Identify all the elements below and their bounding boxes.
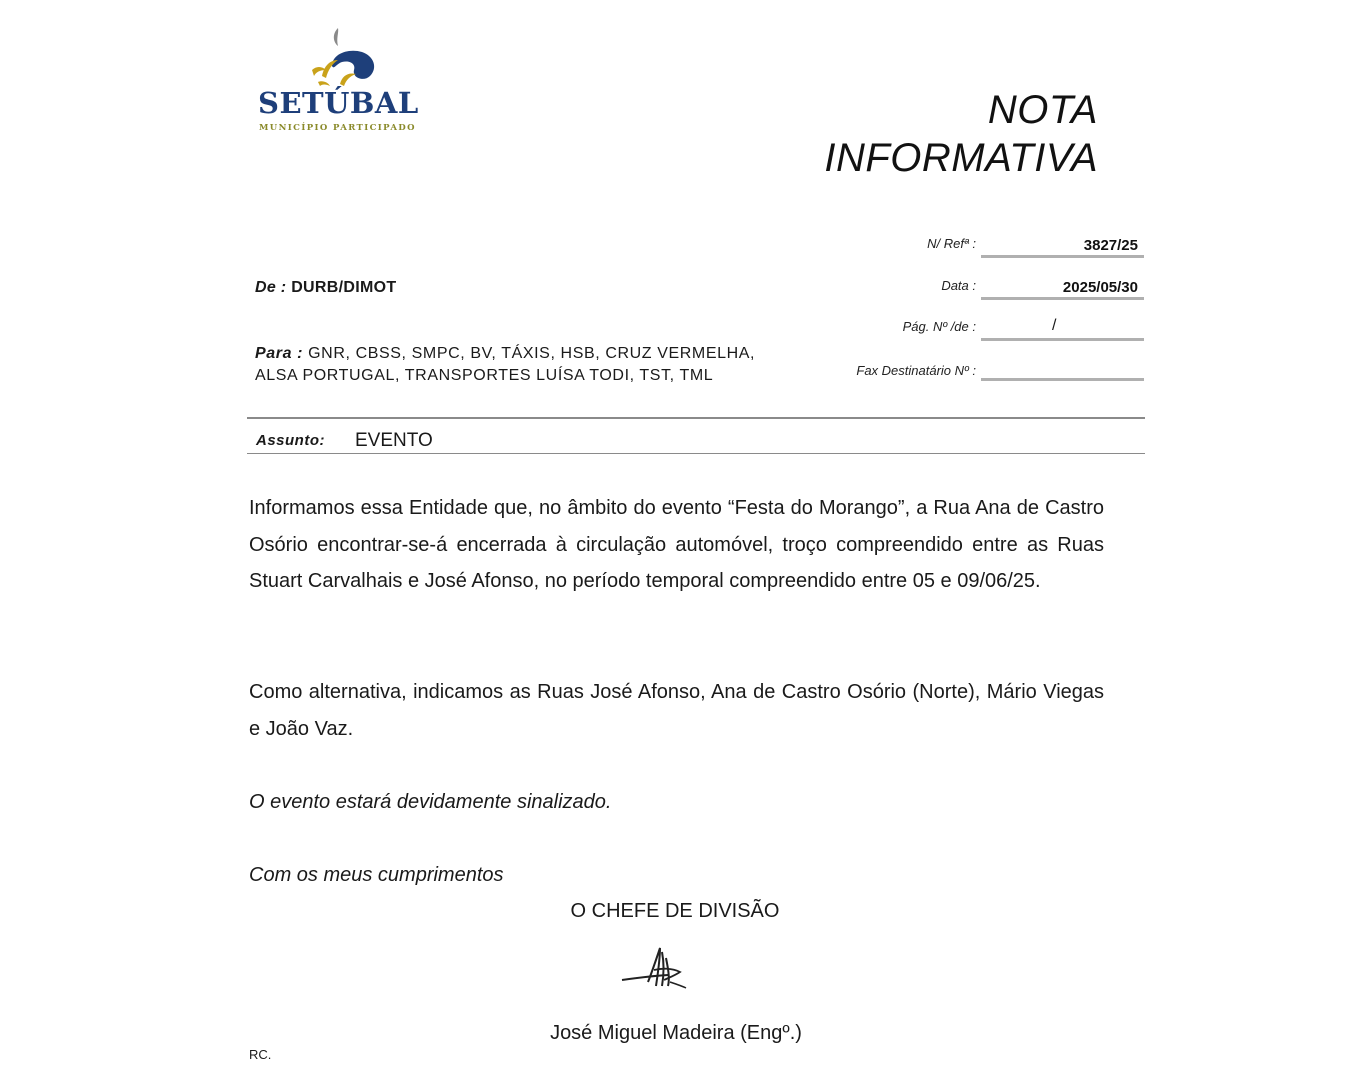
subject-value: EVENTO: [355, 430, 433, 451]
page-value: /: [1052, 317, 1057, 334]
ref-value: 3827/25: [1083, 237, 1138, 254]
typist-initials: RC.: [249, 1047, 272, 1062]
logo-wordmark: SETÚBAL: [258, 86, 419, 120]
ref-label: N/ Refª :: [927, 236, 976, 251]
subject-bottom-divider: [247, 453, 1145, 454]
fax-label: Fax Destinatário Nº :: [856, 363, 976, 378]
page-field-line: [981, 338, 1144, 341]
from-field: [255, 279, 396, 297]
subject-label: Assunto:: [256, 432, 325, 449]
handwritten-signature: [618, 942, 690, 992]
signer-role: [0, 900, 1350, 923]
closing-greeting: Com os meus cumprimentos: [249, 864, 504, 886]
to-recipients-line-2: ALSA PORTUGAL, TRANSPORTES LUÍSA TODI, TST, TML: [255, 367, 714, 384]
subject-top-divider: [247, 417, 1145, 419]
from-label: De :: [255, 279, 287, 296]
title-line-1: NOTA: [987, 88, 1098, 132]
fax-field-line: [981, 378, 1144, 381]
date-label: Data :: [941, 278, 976, 293]
document-title: [824, 86, 1098, 182]
body-paragraph-2: Como alternativa, indicamos as Ruas José Afonso, Ana de Castro Osório (Norte), Mário Viegas e João Vaz.: [249, 681, 1104, 740]
logo-tagline: MUNICÍPIO PARTICIPADO: [259, 123, 416, 133]
setubal-logo: [252, 26, 417, 136]
to-recipients-line-1: GNR, CBSS, SMPC, BV, TÁXIS, HSB, CRUZ VERMELHA,: [308, 345, 756, 362]
date-field-line: [981, 297, 1144, 300]
ref-field-line: [981, 255, 1144, 258]
page-label: Pág. Nº /de :: [902, 319, 976, 334]
to-field: [255, 343, 835, 387]
from-value: DURB/DIMOT: [291, 279, 397, 296]
title-line-2: INFORMATIVA: [824, 136, 1098, 180]
to-label: Para :: [255, 345, 304, 362]
date-value: 2025/05/30: [1062, 279, 1138, 296]
signer-name: José Miguel Madeira (Engº.): [550, 1022, 802, 1044]
signer-role-text: O CHEFE DE DIVISÃO: [570, 900, 780, 922]
body-paragraph-1: Informamos essa Entidade que, no âmbito do evento “Festa do Morango”, a Rua Ana de Castro Osório encontrar-se-á encerrada à circulação automóvel, troço compreendido entre as Ruas Stuart Carvalhais e José Afonso, no período temporal compreendido entre 05 e 09/06/25.: [249, 497, 1104, 592]
body-paragraph-3: O evento estará devidamente sinalizado.: [249, 791, 612, 813]
